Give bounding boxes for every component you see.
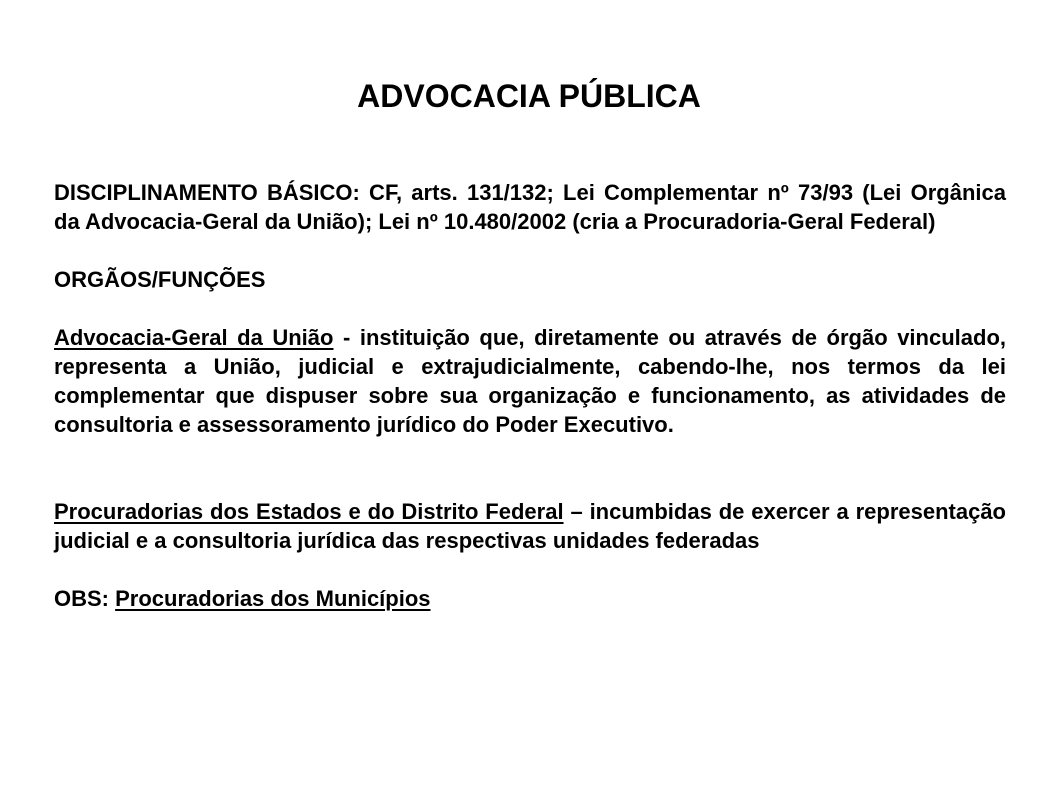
agu-term: Advocacia-Geral da União (54, 325, 334, 350)
procuradorias-estados-description: – incumbidas de exercer a representação judicial e a consultoria jurídica das respectivas unidades federadas (54, 499, 1006, 553)
slide-content (54, 178, 1006, 613)
slide-title: ADVOCACIA PÚBLICA (357, 78, 701, 114)
obs-label: OBS: (54, 586, 116, 611)
obs-term: Procuradorias dos Municípios (115, 586, 431, 611)
obs-paragraph (54, 584, 1006, 613)
spacer (54, 555, 1006, 584)
agu-paragraph (54, 323, 1006, 439)
orgaos-heading: ORGÃOS/FUNÇÕES (54, 267, 266, 292)
procuradorias-estados-paragraph (54, 497, 1006, 555)
spacer (54, 236, 1006, 265)
agu-description: - instituição que, diretamente ou através de órgão vinculado, representa a União, judicial e extrajudicialmente, cabendo-lhe, nos termos da lei complementar que dispuser sobre sua organização e funcionamento, as atividades de consultoria e assessoramento jurídico do Poder Executivo. (54, 325, 1006, 437)
procuradorias-estados-term: Procuradorias dos Estados e do Distrito Federal (54, 499, 564, 524)
spacer (54, 439, 1006, 497)
disciplinamento-paragraph: DISCIPLINAMENTO BÁSICO: CF, arts. 131/132; Lei Complementar nº 73/93 (Lei Orgânica da Advocacia-Geral da União); Lei nº 10.480/2002 (cria a Procuradoria-Geral Federal) (54, 180, 1006, 234)
spacer (54, 294, 1006, 323)
